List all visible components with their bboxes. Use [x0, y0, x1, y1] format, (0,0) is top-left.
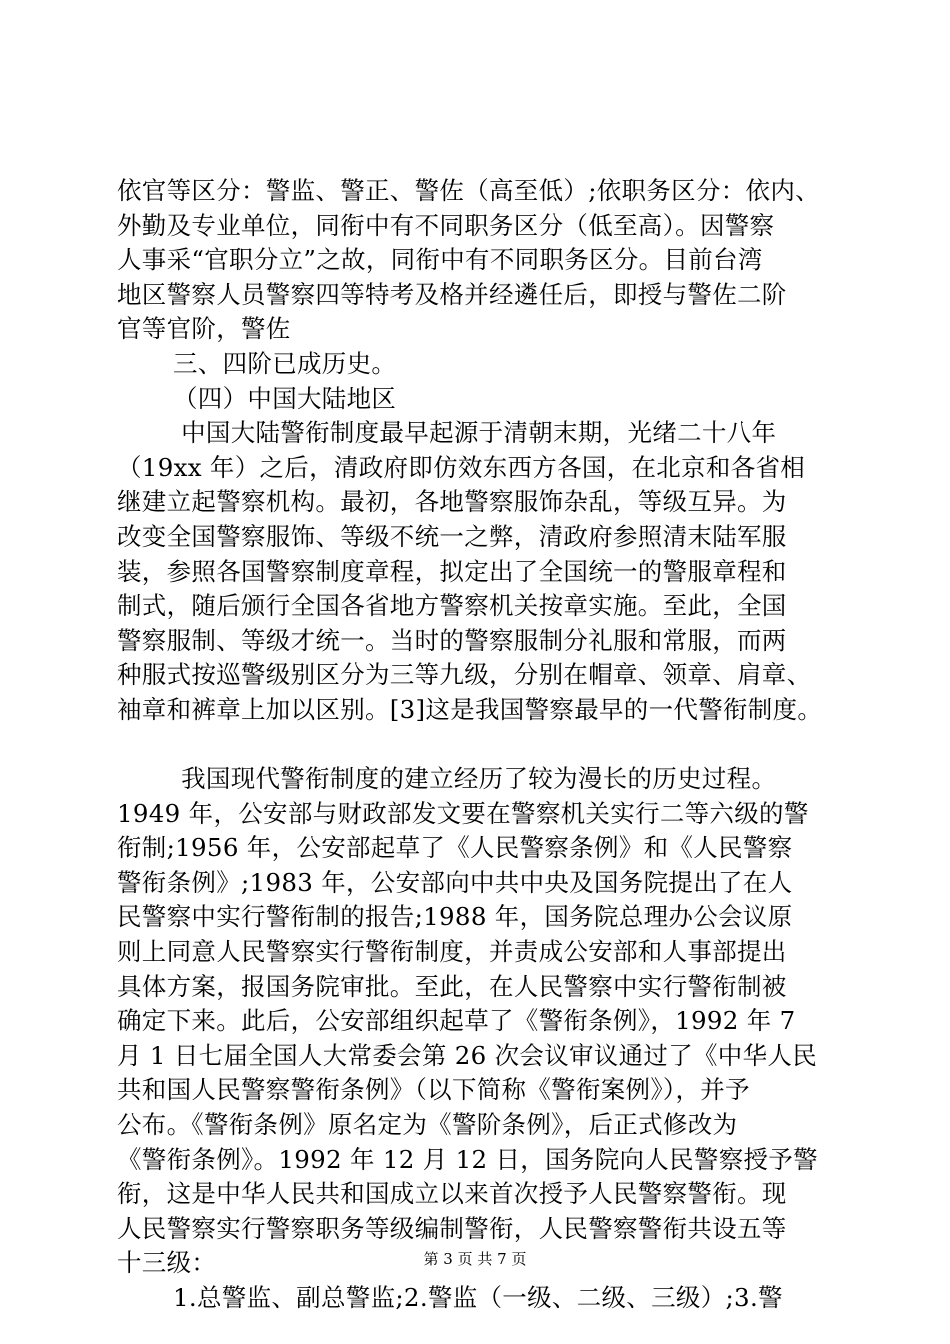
- text-line: 共和国人民警察警衔条例》（以下简称《警衔案例》），并予: [117, 1075, 750, 1105]
- text-line: 继建立起警察机构。最初，各地警察服饰杂乱，等级互异。为: [117, 487, 787, 517]
- document-body: [117, 174, 833, 1316]
- text-line: 官等官阶，警佐: [117, 314, 291, 344]
- text-line: 人民警察实行警察职务等级编制警衔，人民警察警衔共设五等: [117, 1213, 787, 1243]
- page-footer: [0, 1249, 950, 1269]
- paragraph-first-line: 中国大陆警衔制度最早起源于清朝末期，光绪二十八年: [173, 418, 777, 448]
- text-line: 依官等区分：警监、警正、警佐（高至低）;依职务区分：依内、: [117, 176, 820, 205]
- text-line: 确定下来。此后，公安部组织起草了《警衔条例》，1992 年 7: [117, 1006, 796, 1036]
- text-line: 月 1 日七届全国人大常委会第 26 次会议审议通过了《中华人民: [117, 1040, 818, 1070]
- text-line: 衔，这是中华人民共和国成立以来首次授予人民警察警衔。现: [117, 1179, 787, 1209]
- text-line: 改变全国警察服饰、等级不统一之弊，清政府参照清末陆军服: [117, 521, 787, 551]
- text-line: 具体方案，报国务院审批。至此，在人民警察中实行警衔制被: [117, 971, 787, 1001]
- text-line: （19xx 年）之后，清政府即仿效东西方各国，在北京和各省相: [117, 452, 806, 482]
- page-number-label: 第 3 页 共 7 页: [423, 1250, 527, 1268]
- text-line: 1949 年，公安部与财政部发文要在警察机关实行二等六级的警: [117, 798, 809, 828]
- text-line: 三、四阶已成历史。: [173, 348, 397, 378]
- text-line: 衔制;1956 年，公安部起草了《人民警察条例》和《人民警察: [117, 833, 793, 863]
- text-line: 制式，随后颁行全国各省地方警察机关按章实施。至此，全国: [117, 591, 787, 621]
- text-line: 袖章和裤章上加以区别。[3]这是我国警察最早的一代警衔制度。: [117, 694, 823, 724]
- list-item: 1.总警监、副总警监;2.警监（一级、二级、三级）;3.警: [173, 1283, 783, 1312]
- text-line: 警察服制、等级才统一。当时的警察服制分礼服和常服，而两: [117, 625, 787, 655]
- text-line: 种服式按巡警级别区分为三等九级，分别在帽章、领章、肩章、: [117, 660, 812, 690]
- text-line: 则上同意人民警察实行警衔制度，并责成公安部和人事部提出: [117, 937, 787, 967]
- paragraph-first-line: 我国现代警衔制度的建立经历了较为漫长的历史过程。: [173, 764, 777, 794]
- section-heading: （四）中国大陆地区: [173, 383, 397, 413]
- text-line: 十三级：: [117, 1248, 217, 1278]
- text-line: 公布。《警衔条例》原名定为《警阶条例》，后正式修改为: [117, 1110, 738, 1140]
- text-line: 人事采“官职分立”之故，同衔中有不同职务区分。目前台湾: [117, 245, 763, 275]
- text-line: 装，参照各国警察制度章程，拟定出了全国统一的警服章程和: [117, 556, 787, 586]
- paragraph-spacer: [117, 728, 833, 763]
- text-line: 《警衔条例》。1992 年 12 月 12 日，国务院向人民警察授予警: [117, 1144, 818, 1174]
- text-line: 民警察中实行警衔制的报告;1988 年，国务院总理办公会议原: [117, 902, 793, 932]
- text-line: 警衔条例》;1983 年，公安部向中共中央及国务院提出了在人: [117, 867, 793, 897]
- text-line: 外勤及专业单位，同衔中有不同职务区分（低至高）。因警察: [117, 210, 775, 240]
- text-line: 地区警察人员警察四等特考及格并经遴任后，即授与警佐二阶: [117, 279, 787, 309]
